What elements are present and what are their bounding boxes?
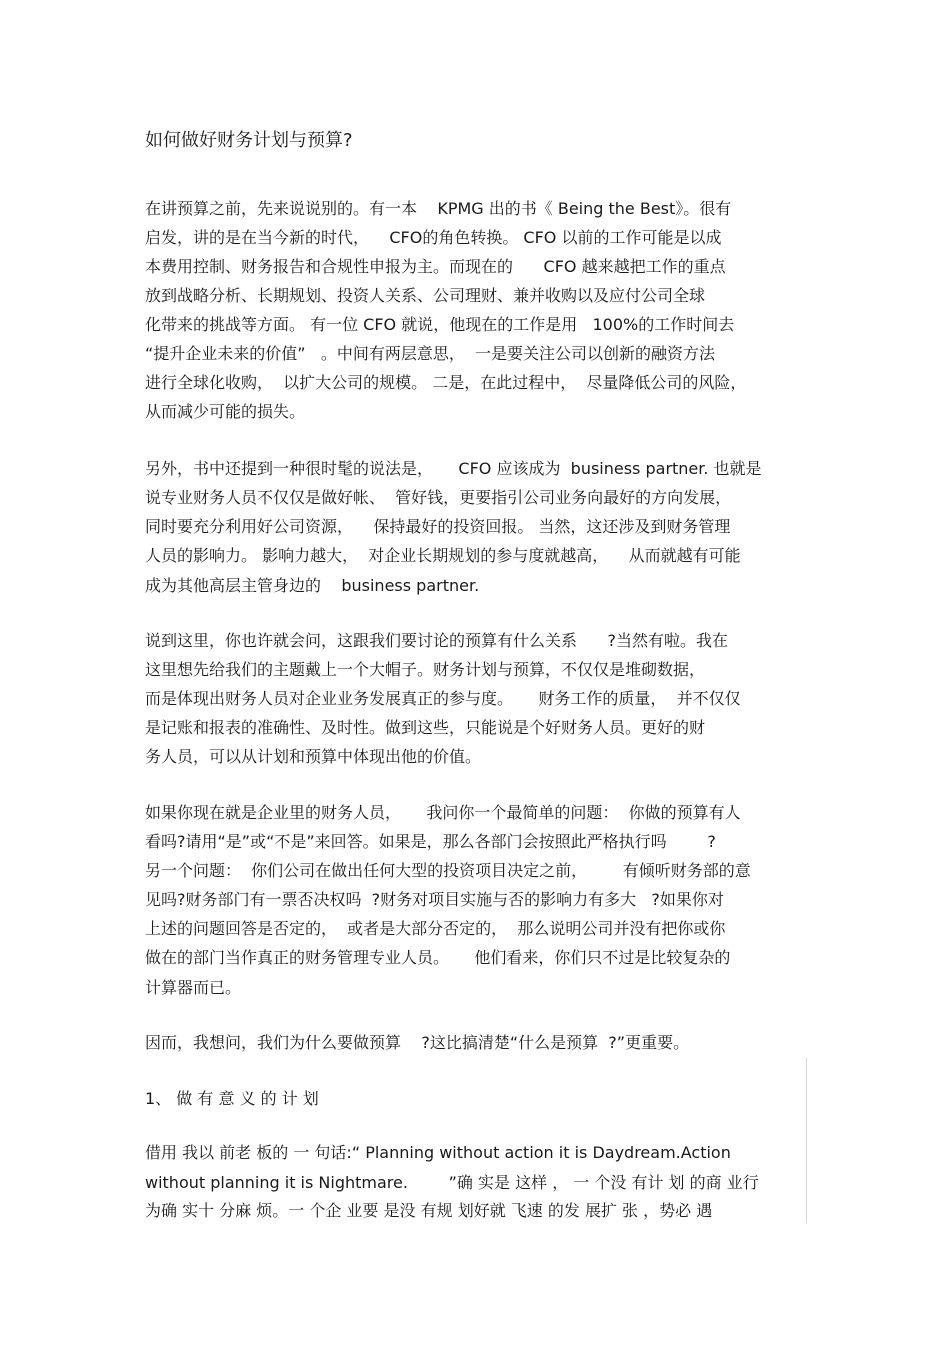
text-line: 如果你现在就是企业里的财务人员， 我问你一个最简单的问题： 你做的预算有人	[145, 803, 741, 822]
text-line: 借用 我以 前老 板的 一 句话:“ Planning without action it is Daydream.Action	[145, 1143, 731, 1162]
text-line: 同时要充分利用好公司资源， 保持最好的投资回报。 当然，这还涉及到财务管理	[145, 517, 731, 536]
text-line: 从而减少可能的损失。	[145, 402, 306, 421]
text-line: 放到战略分析、长期规划、投资人关系、公司理财、兼并收购以及应付公司全球	[145, 286, 706, 305]
text-line: 化带来的挑战等方面。 有一位 CFO 就说，他现在的工作是用 100%的工作时间去	[145, 315, 735, 334]
text-line: 因而，我想问，我们为什么要做预算 ?这比搞清楚“什么是预算 ?”更重要。	[145, 1033, 690, 1052]
text-line: 见吗?财务部门有一票否决权吗 ?财务对项目实施与否的影响力有多大 ?如果你对	[145, 890, 724, 909]
text-line: 上述的问题回答是否定的， 或者是大部分否定的， 那么说明公司并没有把你或你	[145, 919, 726, 938]
text-line: 做在的部门当作真正的财务管理专业人员。 他们看来，你们只不过是比较复杂的	[145, 948, 731, 967]
text-line: 人员的影响力。 影响力越大， 对企业长期规划的参与度就越高， 从而就越有可能	[145, 546, 741, 565]
text-line: 为确 实十 分麻 烦。一 个企 业要 是没 有规 划好就 飞速 的发 展扩 张 ，势必 遇	[145, 1201, 713, 1220]
text-line: 看吗?请用“是”或“不是”来回答。如果是，那么各部门会按照此严格执行吗 ?	[145, 832, 716, 851]
text-line: 务人员，可以从计划和预算中体现出他的价值。	[145, 747, 482, 766]
text-line: without planning it is Nightmare. ”确 实是 这样 ， 一 个没 有计 划 的商 业行	[145, 1173, 759, 1192]
text-line: 计算器而已。	[145, 978, 242, 997]
text-line: 是记账和报表的准确性、及时性。做到这些，只能说是个好财务人员。更好的财	[145, 718, 706, 737]
text-line: 进行全球化收购， 以扩大公司的规模。 二是，在此过程中， 尽量降低公司的风险，	[145, 373, 747, 392]
section-heading: 1、 做 有 意 义 的 计 划	[145, 1089, 319, 1108]
text-line: 在讲预算之前，先来说说别的。有一本 KPMG 出的书《 Being the Best》。很有	[145, 199, 732, 218]
text-line: 另外，书中还提到一种很时髦的说法是， CFO 应该成为 business partner. 也就是	[145, 459, 762, 478]
text-line: 成为其他高层主管身边的 business partner.	[145, 576, 480, 595]
text-line: 本费用控制、财务报告和合规性申报为主。而现在的 CFO 越来越把工作的重点	[145, 257, 726, 276]
page-edge-rule	[806, 1058, 807, 1223]
document-title: 如何做好财务计划与预算?	[145, 130, 353, 151]
text-line: 而是体现出财务人员对企业业务发展真正的参与度。 财务工作的质量， 并不仅仅	[145, 689, 741, 708]
text-line: 启发，讲的是在当今新的时代， CFO的角色转换。 CFO 以前的工作可能是以成	[145, 228, 722, 247]
text-line: 这里想先给我们的主题戴上一个大帽子。财务计划与预算，不仅仅是堆砌数据，	[145, 660, 706, 679]
text-line: 说到这里，你也许就会问，这跟我们要讨论的预算有什么关系 ?当然有啦。我在	[145, 631, 729, 650]
text-line: 另一个问题： 你们公司在做出任何大型的投资项目决定之前， 有倾听财务部的意	[145, 861, 751, 880]
text-line: 说专业财务人员不仅仅是做好帐、 管好钱，更要指引公司业务向最好的方向发展，	[145, 488, 732, 507]
text-line: “提升企业未来的价值” 。中间有两层意思， 一是要关注公司以创新的融资方法	[145, 344, 716, 363]
